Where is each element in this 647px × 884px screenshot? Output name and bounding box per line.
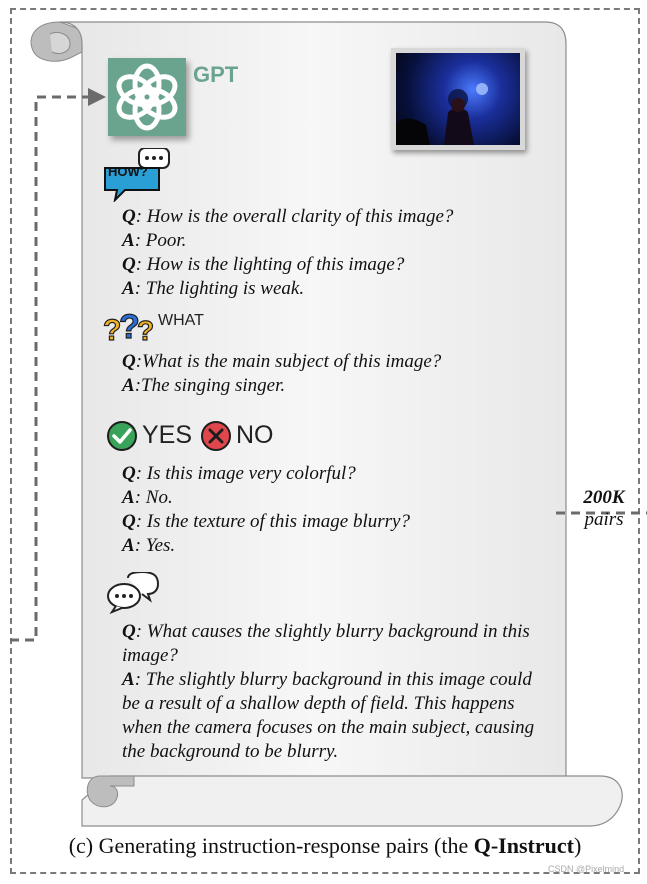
yes-check-icon xyxy=(106,420,140,452)
feedback-arrow xyxy=(0,0,120,660)
singer-silhouette xyxy=(396,53,520,145)
qa-section-yesno xyxy=(122,462,410,558)
yes-label: YES xyxy=(142,421,193,449)
pairs-unit: pairs xyxy=(584,509,624,530)
svg-text:?: ? xyxy=(137,315,155,346)
qa-question: Q: What causes the slightly blurry background in this image? xyxy=(122,621,530,666)
how-badge-label: HOW? xyxy=(108,164,148,179)
qa-line: A: Yes. xyxy=(122,535,176,556)
qa-answer: A: The slightly blurry background in this image could be a result of a shallow depth of field. This happens when the camera focuses on the main subject, causing the background to be blurry. xyxy=(122,669,535,762)
qa-line: A:The singing singer. xyxy=(122,375,286,396)
pairs-count: 200K xyxy=(583,487,625,508)
chat-bubbles-icon xyxy=(106,572,160,614)
qa-section-chat xyxy=(122,620,554,764)
qa-line: A: No. xyxy=(122,487,173,508)
svg-text:?: ? xyxy=(119,308,140,346)
pairs-count-label xyxy=(574,487,634,531)
qa-line: A: The lighting is weak. xyxy=(122,278,305,299)
what-label: WHAT xyxy=(158,312,204,329)
caption-prefix: (c) Generating instruction-response pairs (the xyxy=(68,833,474,858)
no-cross-icon xyxy=(200,420,234,452)
qa-line: Q: Is this image very colorful? xyxy=(122,463,356,484)
qa-line: Q: How is the overall clarity of this image? xyxy=(122,206,454,227)
no-label: NO xyxy=(236,421,274,449)
qa-line: Q:What is the main subject of this image? xyxy=(122,351,442,372)
question-marks-icon xyxy=(103,306,159,346)
openai-knot-icon xyxy=(108,58,186,136)
qa-line: Q: Is the texture of this image blurry? xyxy=(122,511,410,532)
concert-photo xyxy=(391,48,525,150)
qa-section-how xyxy=(122,205,453,301)
qa-line: Q: How is the lighting of this image? xyxy=(122,254,405,275)
qa-section-what xyxy=(122,350,441,398)
caption-suffix: ) xyxy=(573,833,582,858)
gpt-label: GPT xyxy=(193,62,239,87)
qa-line: A: Poor. xyxy=(122,230,187,251)
caption-bold: Q-Instruct xyxy=(473,833,574,858)
gpt-logo xyxy=(108,58,186,136)
watermark: CSDN @Pixelmind xyxy=(548,864,625,874)
svg-text:?: ? xyxy=(103,314,122,346)
photo-image xyxy=(396,53,520,145)
figure-caption xyxy=(20,833,630,859)
